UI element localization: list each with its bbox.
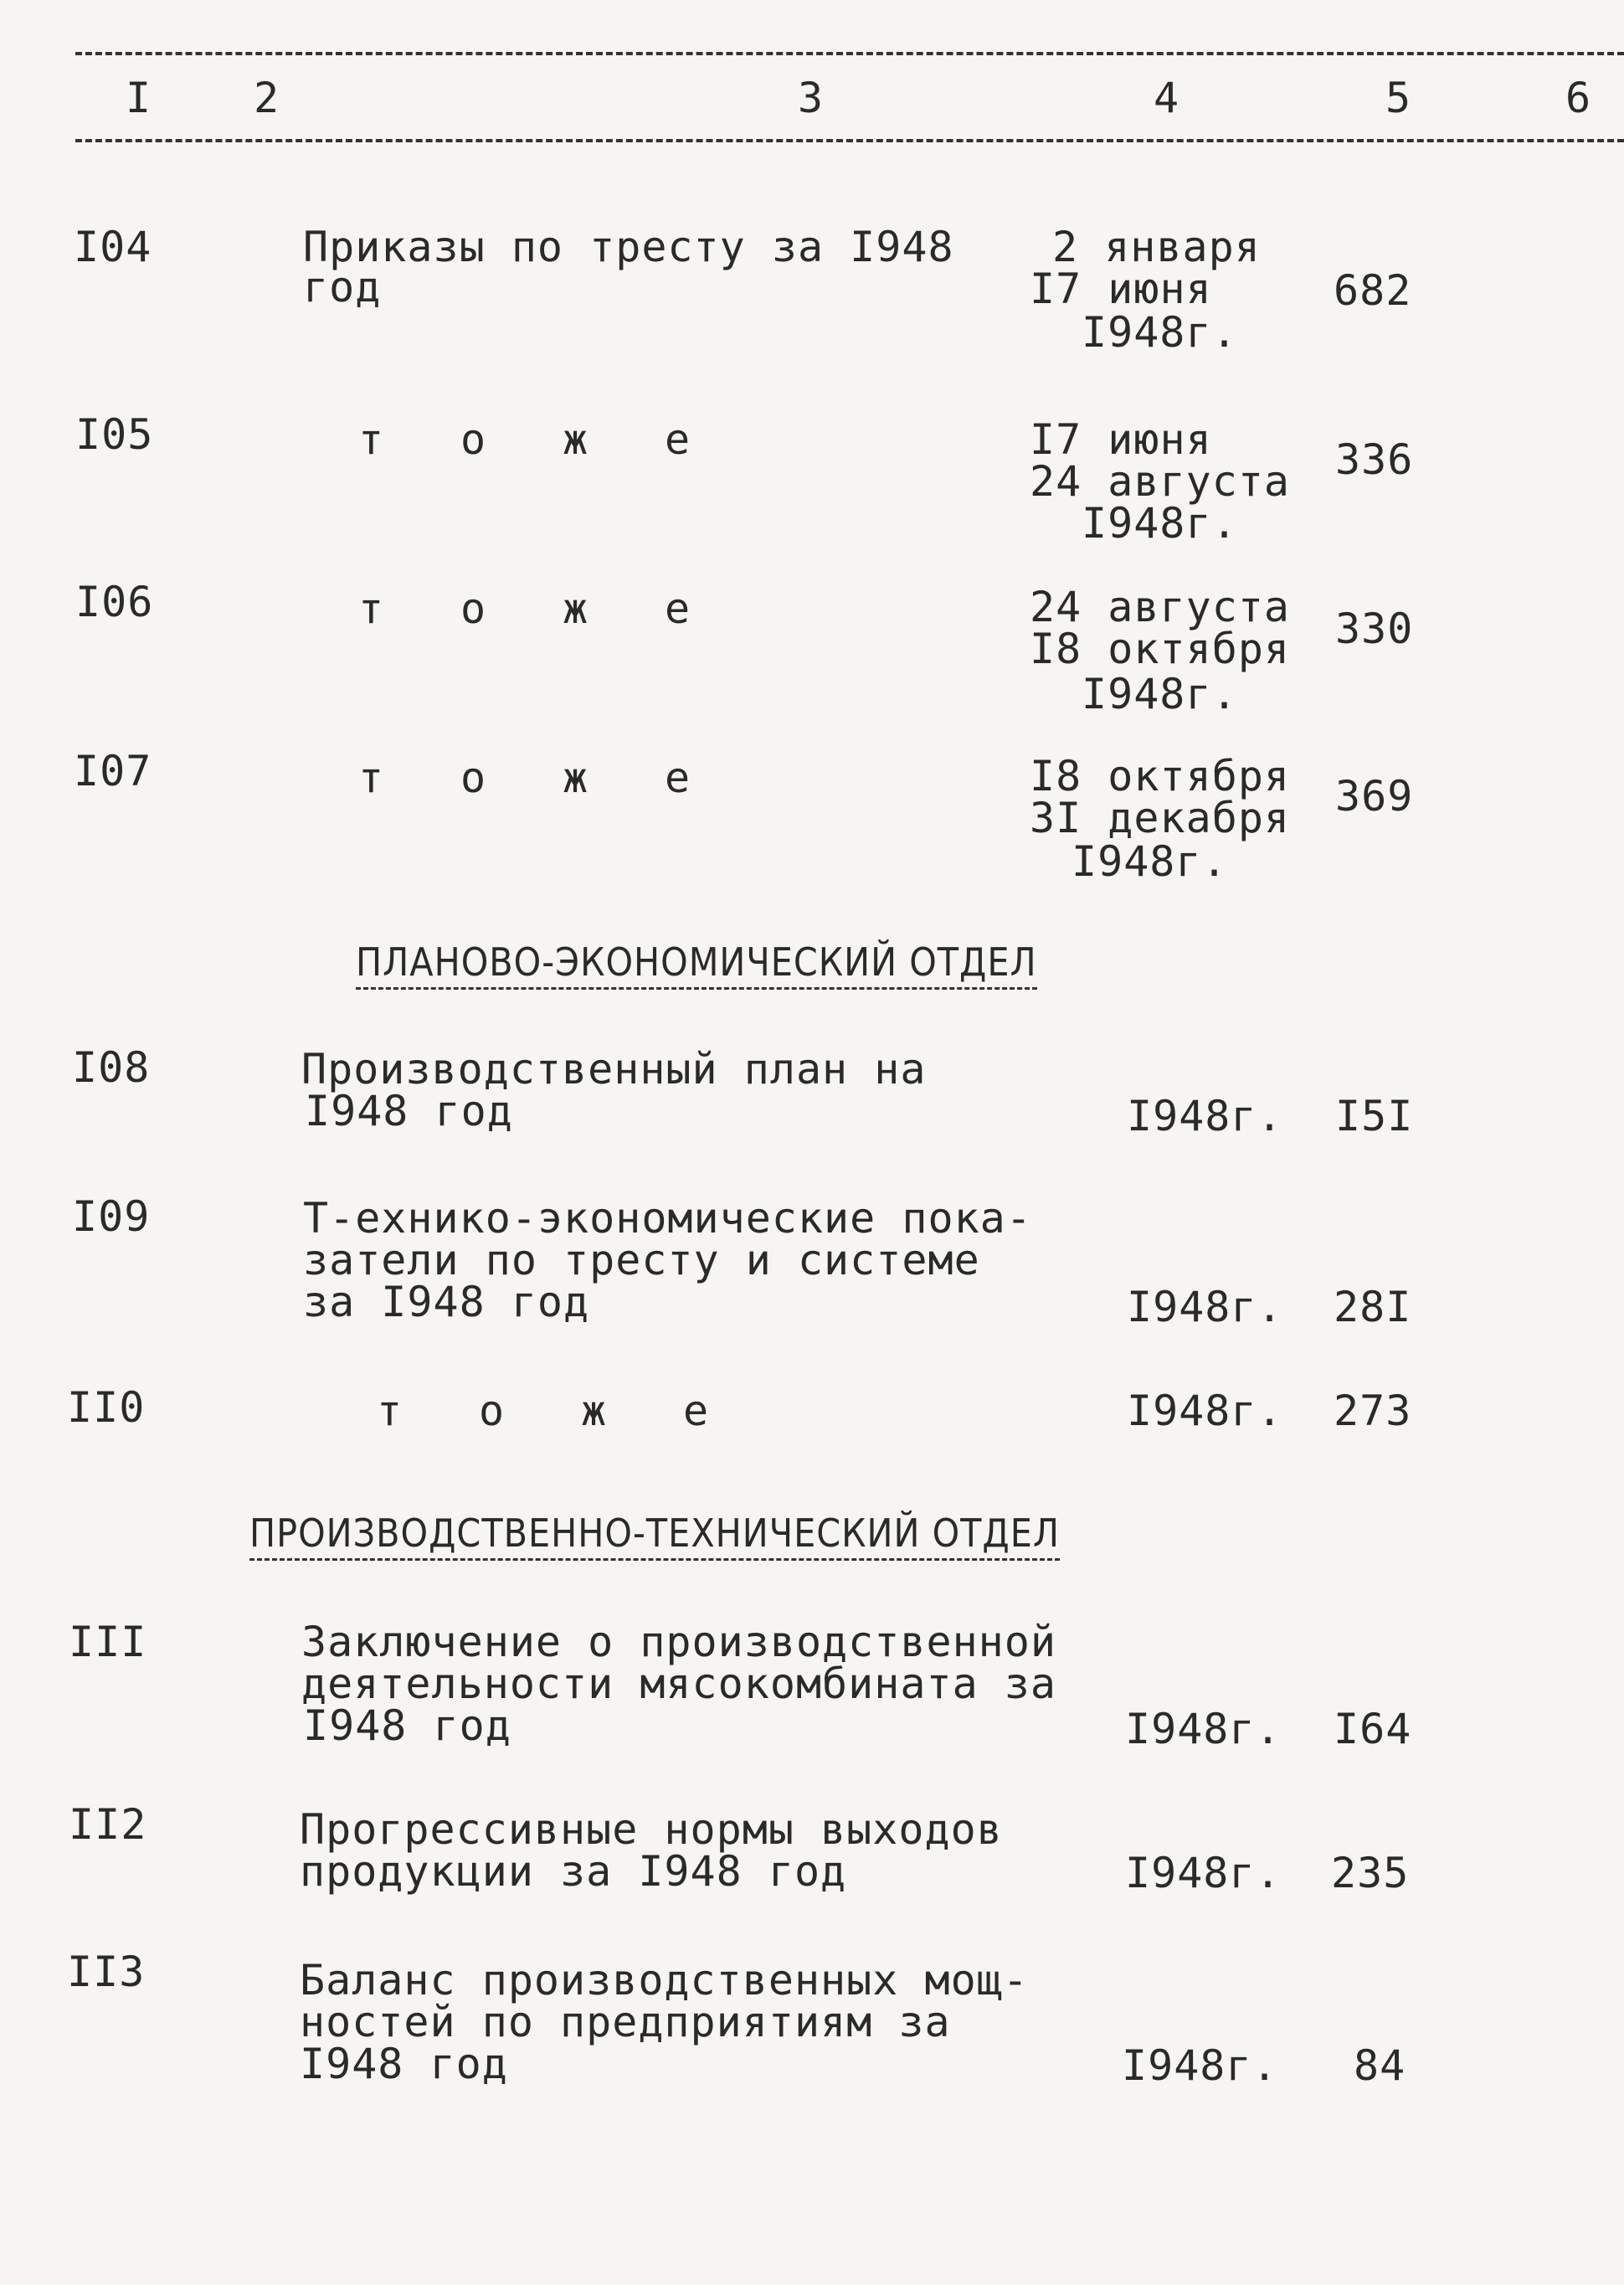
row-count: 273 — [1334, 1387, 1412, 1435]
tozhe-letter: е — [665, 754, 691, 802]
row-title-line: затели по тресту и системе — [303, 1236, 980, 1284]
tozhe-letter: ж — [563, 415, 588, 464]
row-date-line: I948г. — [1127, 1387, 1283, 1435]
row-count: 682 — [1334, 266, 1412, 315]
row-date-line: I948г. — [1072, 837, 1228, 886]
tozhe-letter: т — [358, 754, 384, 802]
row-number: I09 — [72, 1192, 151, 1241]
column-header-4: 4 — [1154, 74, 1180, 122]
tozhe-letter: т — [377, 1387, 403, 1435]
row-date-line: I8 октября — [1030, 625, 1291, 673]
row-count: I5I — [1335, 1092, 1414, 1140]
row-date-line: I948г. — [1125, 1849, 1282, 1897]
column-header-6: 6 — [1565, 74, 1592, 122]
row-title-line: Заключение о производственной — [301, 1618, 1056, 1666]
row-date-line: I948г. — [1122, 2041, 1278, 2090]
tozhe-letter: е — [683, 1387, 709, 1435]
tozhe-letter: т — [358, 584, 384, 633]
row-count: 330 — [1335, 605, 1414, 653]
row-date-line: I948г. — [1082, 670, 1238, 718]
row-count: 235 — [1331, 1849, 1410, 1897]
row-title-tozhe — [358, 754, 767, 802]
row-title-line: деятельности мясокомбината за — [301, 1660, 1056, 1708]
row-date-line: 3I декабря — [1030, 794, 1291, 842]
row-title-line: Производственный план на — [301, 1045, 927, 1094]
row-number: I07 — [74, 747, 152, 795]
column-header-5: 5 — [1385, 74, 1412, 122]
header-bottom-rule — [75, 139, 1624, 142]
row-count: 369 — [1335, 772, 1414, 821]
row-count: 28I — [1334, 1283, 1412, 1331]
tozhe-letter: о — [460, 415, 486, 464]
row-date-line: I948г. — [1127, 1092, 1283, 1140]
row-number: II0 — [67, 1383, 146, 1432]
tozhe-letter: ж — [581, 1387, 607, 1435]
section-heading-planning: ПЛАНОВО-ЭКОНОМИЧЕСКИЙ ОТДЕЛ — [356, 939, 1037, 985]
row-number: II2 — [69, 1800, 147, 1849]
row-number: I08 — [72, 1043, 151, 1092]
row-title-line: Т-ехнико-экономические пока- — [303, 1194, 1032, 1243]
row-date-line: 24 августа — [1030, 457, 1291, 506]
row-title-line: продукции за I948 год — [300, 1847, 847, 1896]
column-header-2: 2 — [254, 74, 280, 122]
row-number: I06 — [75, 578, 154, 626]
tozhe-letter: ж — [563, 754, 588, 802]
row-title-tozhe — [358, 415, 767, 464]
tozhe-letter: о — [460, 584, 486, 633]
row-count: 84 — [1354, 2041, 1406, 2090]
tozhe-letter: е — [665, 415, 691, 464]
tozhe-letter: о — [479, 1387, 505, 1435]
row-count: 336 — [1335, 435, 1414, 484]
row-title-line: год — [303, 263, 382, 311]
tozhe-letter: е — [665, 584, 691, 633]
row-date-line: 24 августа — [1030, 583, 1291, 631]
section-heading-production: ПРОИЗВОДСТВЕННО-ТЕХНИЧЕСКИЙ ОТДЕЛ — [249, 1510, 1061, 1556]
row-title-line: Прогрессивные нормы выходов — [300, 1805, 1003, 1854]
row-date-line: I948г. — [1127, 1283, 1283, 1331]
row-title-line: Баланс производственных мощ- — [300, 1956, 1029, 2005]
row-title-line: I948 год — [300, 2040, 508, 2088]
row-date-line: I7 июня — [1030, 415, 1212, 464]
row-date-line: 2 января — [1052, 223, 1261, 271]
row-title-line: I948 год — [305, 1087, 513, 1135]
row-title-tozhe — [358, 584, 767, 633]
header-top-rule — [75, 52, 1624, 55]
row-title-tozhe — [377, 1387, 785, 1435]
row-date-line: I948г. — [1082, 308, 1238, 357]
tozhe-letter: т — [358, 415, 384, 464]
row-number: I05 — [75, 410, 154, 459]
row-count: I64 — [1334, 1705, 1412, 1753]
row-title-line: Приказы по тресту за I948 — [303, 223, 954, 271]
row-date-line: I948г. — [1125, 1705, 1282, 1753]
row-date-line: I7 июня — [1030, 265, 1212, 313]
row-date-line: I948г. — [1082, 499, 1238, 548]
row-title-line: за I948 год — [303, 1278, 590, 1326]
row-date-line: I8 октября — [1030, 752, 1291, 800]
row-title-line: I948 год — [303, 1701, 511, 1750]
row-number: I04 — [74, 223, 152, 271]
row-number: II3 — [67, 1948, 146, 1996]
row-title-line: ностей по предприятиям за — [300, 1998, 951, 2046]
row-number: III — [69, 1618, 147, 1666]
tozhe-letter: о — [460, 754, 486, 802]
tozhe-letter: ж — [563, 584, 588, 633]
column-header-1: I — [126, 74, 152, 122]
column-header-3: 3 — [798, 74, 825, 122]
